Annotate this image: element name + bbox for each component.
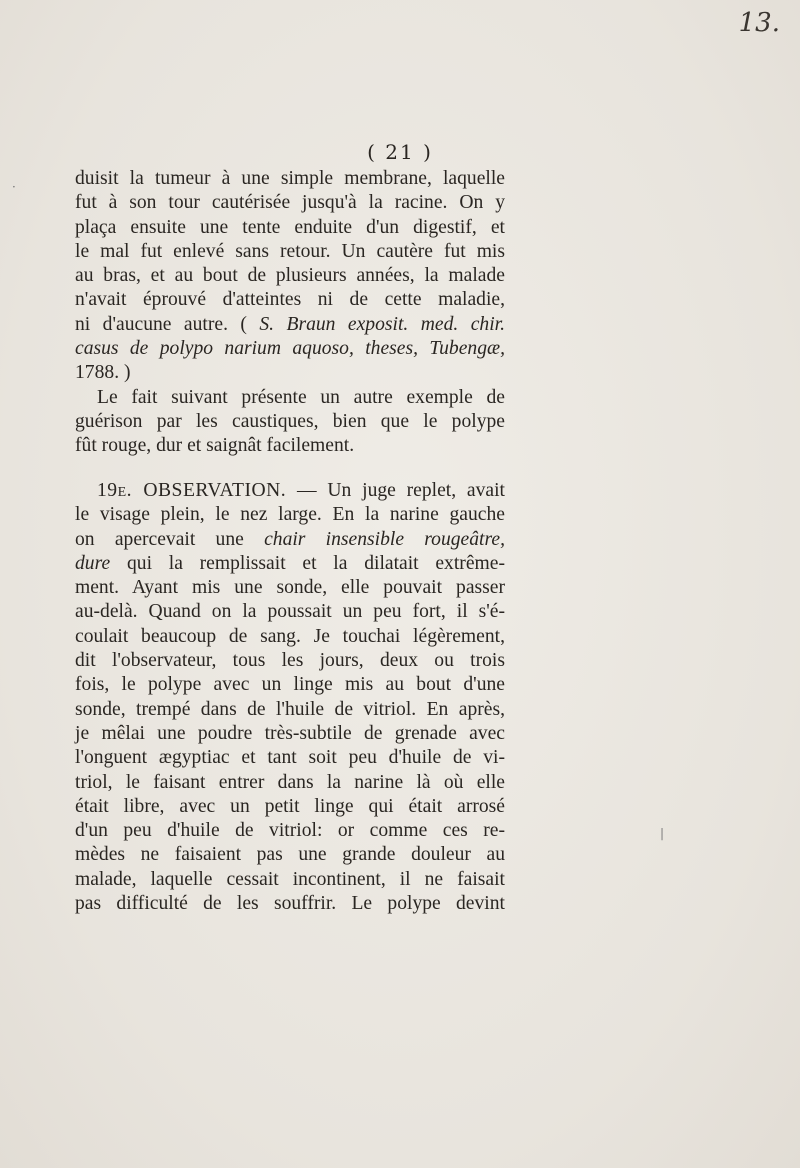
margin-speck: | [660, 826, 665, 840]
text-line: fois, le polype avec un linge mis au bout d'une [75, 674, 505, 696]
italic-phrase: dure [75, 552, 111, 574]
citation-line: 1788. ) [75, 362, 131, 384]
text-line: au bras, et au bout de plusieurs années, la malade [75, 265, 505, 287]
margin-speck: · [12, 180, 16, 194]
text-fragment: ni d'aucune autre. ( [75, 313, 247, 335]
page-number: ( 21 ) [367, 140, 433, 164]
text-fragment: on apercevait une [75, 528, 244, 550]
text-line: fût rouge, dur et saignât facilement. [75, 435, 355, 457]
text-line: guérison par les caustiques, bien que le polype [75, 410, 505, 432]
text-line: triol, le faisant entrer dans la narine là où elle [75, 771, 505, 793]
text-fragment: — Un juge replet, avait [297, 480, 506, 501]
text-line [75, 528, 505, 552]
text-fragment: qui la remplissait et la dilatait extrême- [126, 552, 505, 574]
text-line [75, 479, 505, 503]
text-line: plaça ensuite une tente enduite d'un digestif, et [75, 216, 505, 238]
text-line: était libre, avec un petit linge qui était arrosé [75, 795, 505, 817]
text-line: ment. Ayant mis une sonde, elle pouvait passer [75, 577, 505, 599]
text-line [75, 552, 505, 576]
text-line: d'un peu d'huile de vitriol: or comme ces re- [75, 820, 505, 842]
text-line: au-delà. Quand on la poussait un peu fort, il s'é- [75, 601, 505, 623]
paragraph-continuation [75, 167, 505, 459]
observation-heading: 19e. OBSERVATION. [97, 480, 287, 501]
citation-line: casus de polypo narium aquoso, theses, Tubengæ, [75, 338, 505, 360]
text-line: sonde, trempé dans de l'huile de vitriol. En après, [75, 698, 505, 720]
text-line: pas difficulté de les souffrir. Le polype devint [75, 893, 505, 915]
text-line: le mal fut enlevé sans retour. Un cautère fut mis [75, 240, 505, 262]
italic-phrase: chair insensible rougeâtre, [264, 528, 505, 550]
text-line: je mêlai une poudre très-subtile de grenade avec [75, 722, 505, 744]
text-line: dit l'observateur, tous les jours, deux ou trois [75, 650, 505, 672]
citation-part: S. Braun exposit. med. chir. [259, 313, 505, 335]
text-line: Le fait suivant présente un autre exemple de [97, 386, 505, 408]
text-line: n'avait éprouvé d'atteintes ni de cette maladie, [75, 289, 505, 311]
text-line: l'onguent ægyptiac et tant soit peu d'huile de vi- [75, 747, 505, 769]
text-line: duisit la tumeur à une simple membrane, laquelle [75, 168, 505, 189]
text-line: malade, laquelle cessait incontinent, il ne faisait [75, 868, 505, 890]
observation-section [75, 479, 505, 916]
text-line [75, 313, 505, 337]
text-line: mèdes ne faisaient pas une grande douleur au [75, 844, 505, 866]
text-line: fut à son tour cautérisée jusqu'à la racine. On y [75, 192, 505, 214]
text-line: coulait beaucoup de sang. Je touchai légèrement, [75, 625, 505, 647]
text-line: le visage plein, le nez large. En la narine gauche [75, 504, 505, 526]
handwritten-folio-number: 13. [738, 8, 780, 38]
